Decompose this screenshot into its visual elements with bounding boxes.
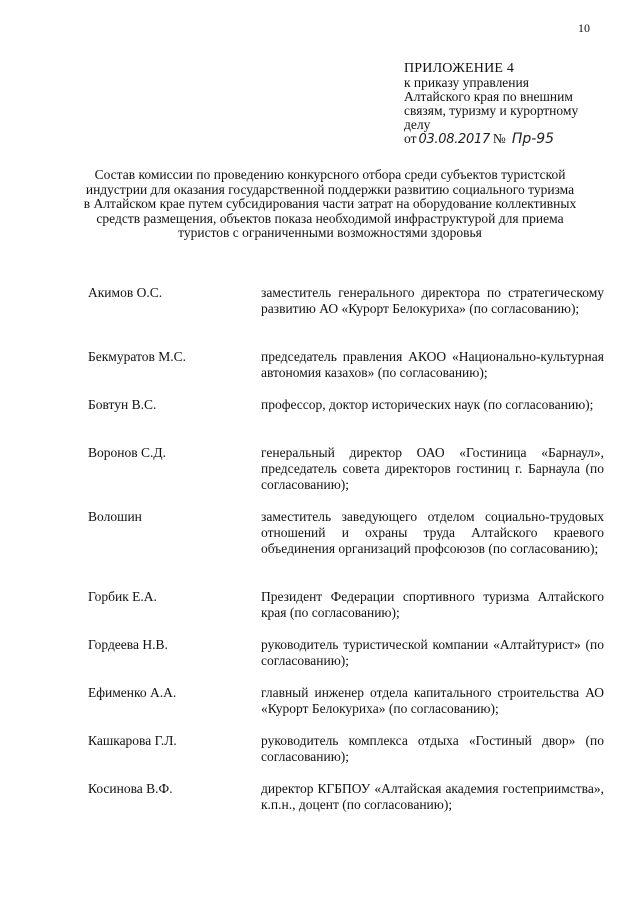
member-role: руководитель комплекса отдыха «Гостиный двор» (по согласованию); [261,733,604,764]
document-title: Состав комиссии по проведению конкурсного отбора среди субъектов туристской индустрии для оказания государственной поддержки развитию социального туризма в Алтайском крае путем субсидирования части затрат на оборудование коллективных средств размещения, объектов показа необходимой инфраструктурой для приема туристов с ограниченными возможностями здоровья [83,167,577,241]
member-role: Президент Федерации спортивного туризма Алтайского края (по согласованию); [261,589,604,620]
member-role: руководитель туристической компании «Алтайтурист» (по согласованию); [261,637,604,668]
member-role: главный инженер отдела капитального строительства АО «Курорт Белокуриха» (по согласованию); [261,685,604,716]
handwritten-date: 03.08.2017 [418,132,490,147]
member-name: Косинова В.Ф. [88,781,173,796]
member-name: Ефименко А.А. [88,685,177,700]
member-role: генеральный директор ОАО «Гостиница «Барнаул», председатель совета директоров гостиниц г. Барнаула (по согласованию); [261,445,604,492]
member-role: заместитель генерального директора по стратегическому развитию АО «Курорт Белокуриха» (по согласованию); [261,285,604,316]
order-reference-line-4: делу [404,117,431,132]
member-role: заместитель заведующего отделом социально-трудовых отношений и охраны труда Алтайского краевого объединения организаций профсоюзов (по согласованию); [261,509,604,556]
member-role: директор КГБПОУ «Алтайская академия гостеприимства», к.п.н., доцент (по согласованию); [261,781,604,812]
page-number: 10 [578,21,590,35]
date-prefix: от [404,131,417,146]
member-name: Бовтун В.С. [88,397,157,412]
member-name: Горбик Е.А. [88,589,157,604]
member-name: Гордеева Н.В. [88,637,168,652]
order-reference-line-2: Алтайского края по внешним [404,89,573,104]
member-role: профессор, доктор исторических наук (по согласованию); [261,397,594,412]
number-sign: № [492,131,506,146]
appendix-title: ПРИЛОЖЕНИЕ 4 [404,61,515,76]
handwritten-order-number: Пр-95 [511,131,555,147]
member-name: Воронов С.Д. [88,445,166,460]
member-name: Волошин [88,509,142,524]
order-reference-line-3: связям, туризму и курортному [404,103,579,118]
member-name: Кашкарова Г.Л. [88,733,177,748]
member-name: Акимов О.С. [88,285,163,300]
member-role: председатель правления АКОО «Национально-культурная автономия казахов» (по согласованию); [261,349,604,380]
member-name: Бекмуратов М.С. [88,349,186,364]
order-reference-line-1: к приказу управления [404,75,529,90]
